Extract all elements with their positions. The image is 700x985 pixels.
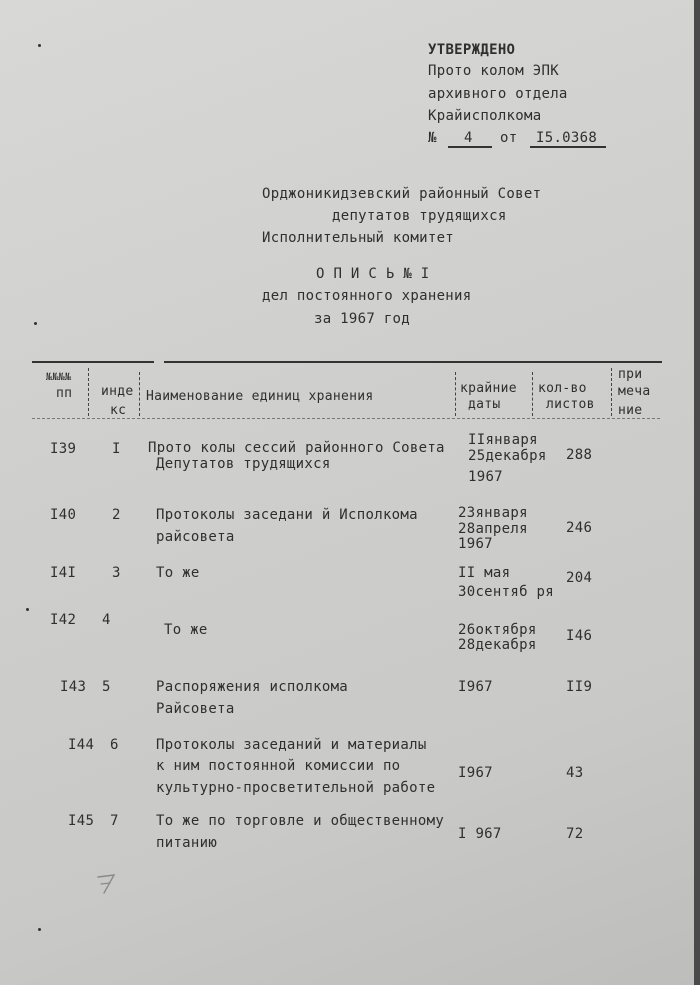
org-line-1: Орджоникидзевский районный Совет	[262, 186, 542, 202]
table-top-rule-left	[32, 361, 154, 363]
col-header-notes-2: меча	[618, 384, 651, 399]
table-top-rule-right	[164, 361, 662, 363]
scan-speck	[38, 928, 41, 931]
row-3-number: I4I	[50, 565, 77, 581]
approval-line-1: Прото колом ЭПК	[428, 63, 559, 79]
approval-number-prefix: №	[428, 130, 437, 146]
inventory-year: за 1967 год	[314, 311, 411, 327]
row-1-year: 1967	[468, 469, 503, 485]
inventory-title: О П И С Ь № I	[316, 266, 430, 282]
row-7-index: 7	[110, 813, 119, 829]
row-2-name-line-1: Протоколы заседани й Исполкома	[156, 507, 418, 523]
approval-line-2: архивного отдела	[428, 86, 568, 102]
col-header-num-1: №№№№	[46, 372, 72, 383]
row-6-name-line-1: Протоколы заседаний и материалы	[156, 737, 427, 753]
row-7-name-line-2: питанию	[156, 835, 218, 851]
row-2-year: 1967	[458, 536, 493, 552]
approval-number-underline	[448, 146, 492, 148]
column-separator	[611, 368, 613, 416]
handwritten-mark-7-icon	[95, 872, 119, 896]
row-4-name: То же	[164, 622, 208, 638]
row-5-name-line-2: Райсовета	[156, 701, 235, 717]
row-6-name-line-3: культурно-просветительной работе	[156, 780, 436, 796]
col-header-notes-3: ние	[618, 403, 643, 418]
row-2-date-end: 28апреля	[458, 521, 528, 537]
row-2-index: 2	[112, 507, 121, 523]
row-4-index: 4	[102, 612, 111, 628]
row-5-sheets: II9	[566, 679, 593, 695]
approval-date-prefix: от	[500, 130, 518, 146]
col-header-index-2: кс	[110, 403, 127, 418]
col-header-index-1: инде	[101, 384, 134, 399]
row-2-name-line-2: райсовета	[156, 529, 235, 545]
col-header-dates-1: крайние	[460, 381, 517, 396]
row-5-index: 5	[102, 679, 111, 695]
approval-line-3: Крайисполкома	[428, 108, 542, 124]
row-5-name-line-1: Распоряжения исполкома	[156, 679, 349, 695]
row-4-sheets: I46	[566, 628, 593, 644]
col-header-name: Наименование единиц хранения	[146, 389, 374, 404]
row-1-date-end: 25декабря	[468, 448, 547, 464]
row-3-date-start: II мая	[458, 565, 511, 581]
scan-speck	[34, 322, 37, 325]
row-1-sheets: 288	[566, 447, 593, 463]
approval-date-underline	[530, 146, 606, 148]
org-line-3: Исполнительный комитет	[262, 230, 455, 246]
col-header-sheets-1: кол-во	[538, 381, 587, 396]
row-3-name: То же	[156, 565, 200, 581]
row-5-year: I967	[458, 679, 493, 695]
row-7-number: I45	[68, 813, 95, 829]
row-4-number: I42	[50, 612, 77, 628]
approval-date: I5.0368	[536, 130, 598, 146]
row-7-name-line-1: То же по торговле и общественному	[156, 813, 445, 829]
row-1-date-start: IIянваря	[468, 432, 538, 448]
row-3-sheets: 204	[566, 570, 593, 586]
row-4-date-start: 26октября	[458, 622, 537, 638]
row-6-year: I967	[458, 765, 493, 781]
inventory-subtitle: дел постоянного хранения	[262, 288, 472, 304]
col-header-dates-2: даты	[468, 397, 501, 412]
row-1-name-line-1: Прото колы сессий районного Совета	[148, 440, 445, 456]
row-1-name-line-2: Депутатов трудящихся	[156, 456, 331, 472]
column-separator	[88, 368, 90, 416]
row-4-date-end: 28декабря	[458, 637, 537, 653]
row-6-name-line-2: к ним постоянной комиссии по	[156, 758, 401, 774]
row-1-index: I	[112, 441, 121, 457]
row-6-sheets: 43	[566, 765, 584, 781]
row-6-number: I44	[68, 737, 95, 753]
approval-number: 4	[464, 130, 473, 146]
col-header-notes-1: при	[618, 367, 643, 382]
row-7-sheets: 72	[566, 826, 584, 842]
column-separator	[139, 372, 141, 416]
scan-speck	[38, 44, 41, 47]
row-2-sheets: 246	[566, 520, 593, 536]
scan-speck	[26, 608, 29, 611]
col-header-num-2: пп	[56, 386, 73, 401]
header-divider	[32, 418, 660, 420]
column-separator	[532, 372, 534, 416]
row-7-year: I 967	[458, 826, 502, 842]
row-3-date-end: 30сентяб ря	[458, 584, 555, 600]
column-separator	[455, 372, 457, 416]
row-1-number: I39	[50, 441, 77, 457]
row-5-number: I43	[60, 679, 87, 695]
row-3-index: 3	[112, 565, 121, 581]
row-6-index: 6	[110, 737, 119, 753]
row-2-date-start: 23января	[458, 505, 528, 521]
approval-title: УТВЕРЖДЕНО	[428, 42, 516, 58]
row-2-number: I40	[50, 507, 77, 523]
col-header-sheets-2: листов	[546, 397, 595, 412]
scan-edge	[694, 0, 700, 985]
org-line-2: депутатов трудящихся	[332, 208, 507, 224]
